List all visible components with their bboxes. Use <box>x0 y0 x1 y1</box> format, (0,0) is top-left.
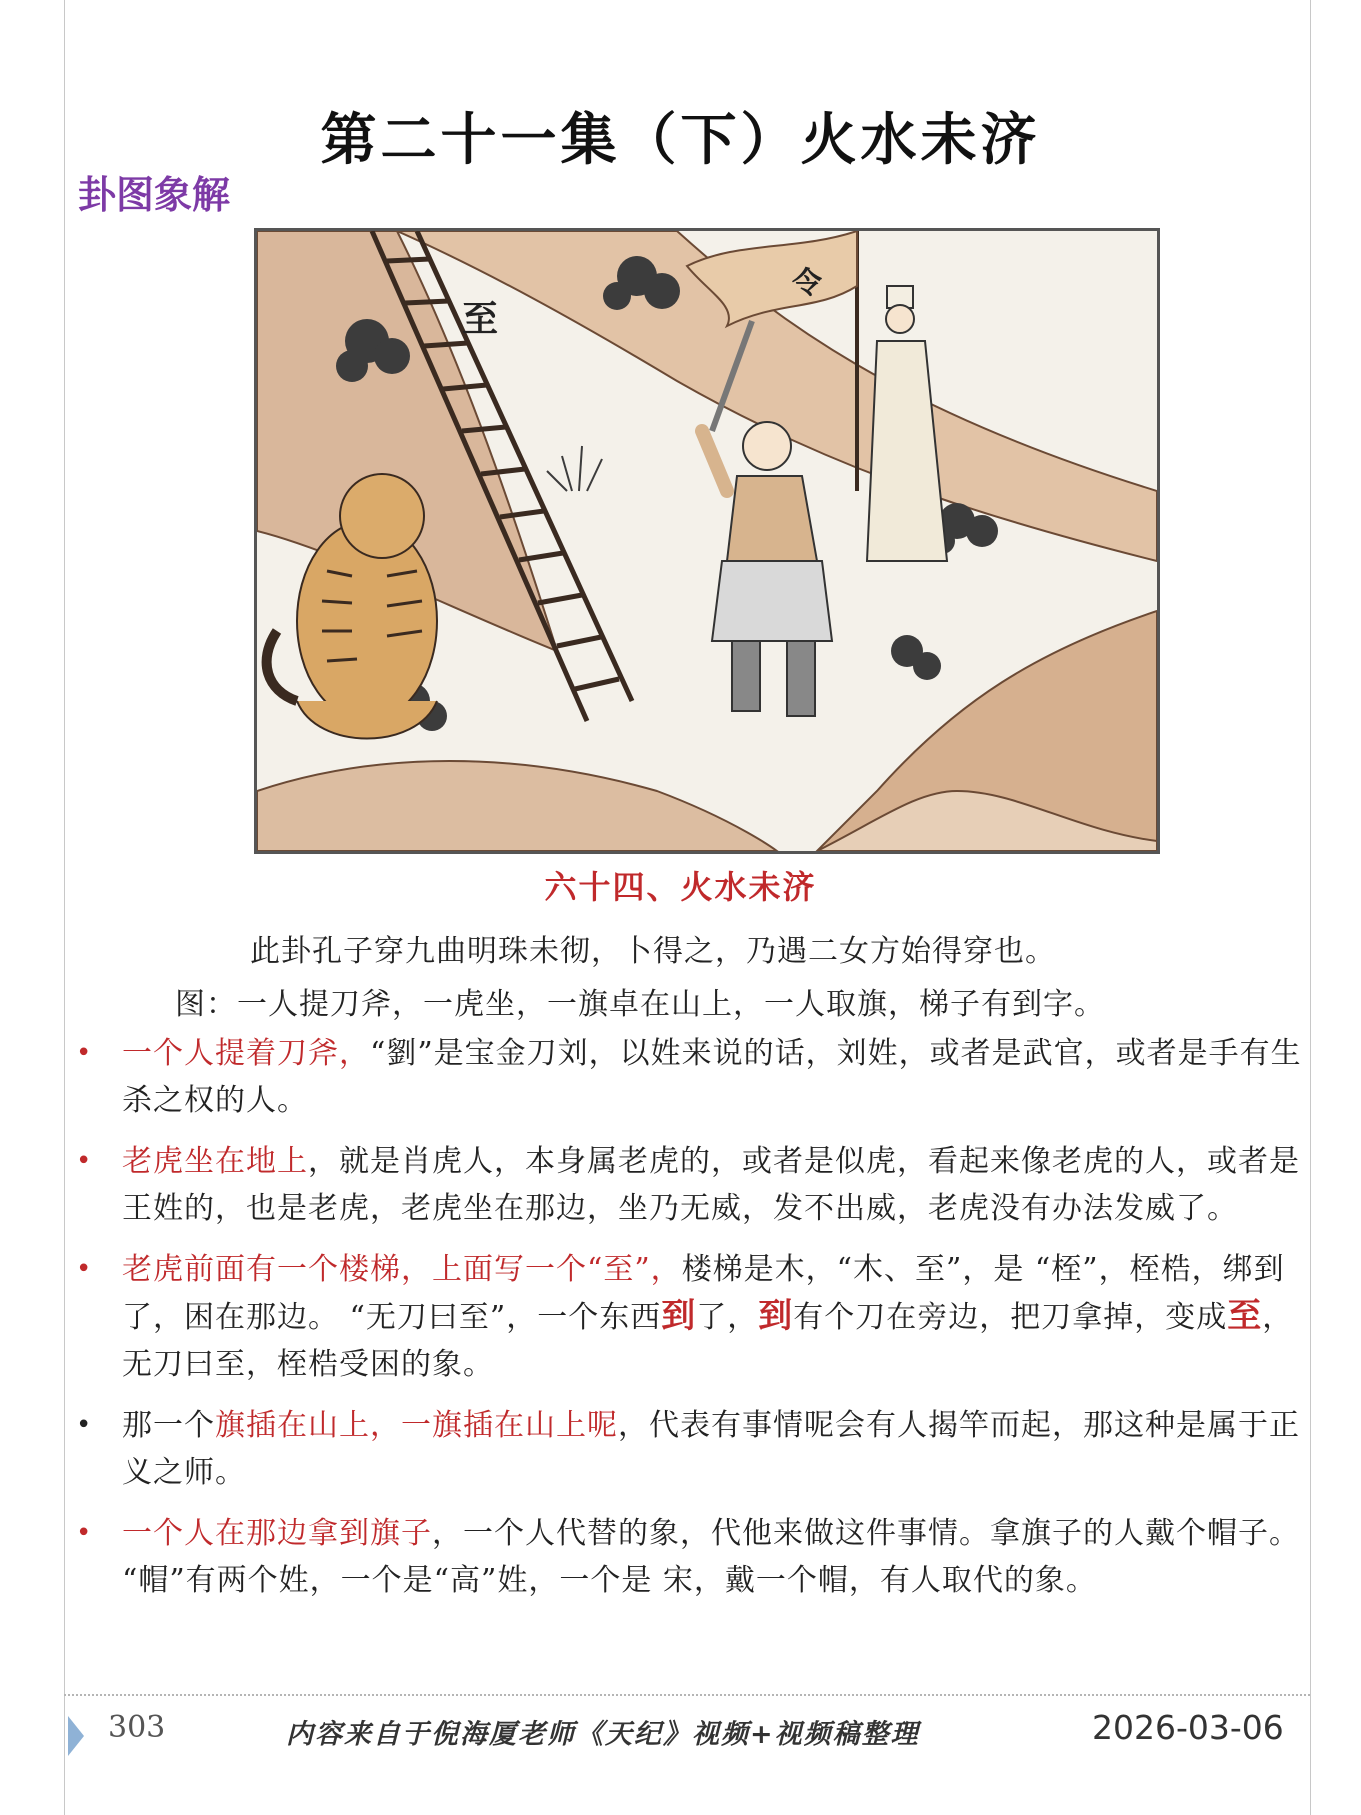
image-description: 图：一人提刀斧，一虎坐，一旗卓在山上，一人取旗，梯子有到字。 <box>175 987 1105 1022</box>
list-item <box>72 1246 1312 1388</box>
page-title: 第二十一集（下）火水未济 <box>320 108 1041 173</box>
bullet-marker: • <box>76 1518 93 1548</box>
item-text: ，一个人代替的象，代他来做这件事情。拿旗子的人戴个帽子。 “帽”有两个姓，一个是“高”姓，一个是 宋，戴一个帽，有人取代的象。 <box>122 1516 1300 1598</box>
item-text: ，无刀曰至，桎梏受困的象。 <box>122 1300 1294 1382</box>
footer-date: 2026-03-06 <box>1092 1708 1284 1747</box>
item-text: 有个刀在旁边，把刀拿掉，变成 <box>793 1300 1228 1335</box>
item-lead: 一个人提着刀斧， <box>122 1036 370 1071</box>
list-item <box>72 1402 1312 1496</box>
interpretation-list <box>72 1030 1312 1618</box>
emphasis-char: 到 <box>661 1296 697 1336</box>
page-number: 303 <box>108 1710 166 1745</box>
bullet-marker: • <box>76 1146 93 1176</box>
section-label: 卦图象解 <box>78 173 231 217</box>
item-lead: 一个人在那边拿到旗子 <box>122 1516 432 1551</box>
bullet-marker: • <box>76 1038 93 1068</box>
item-text: 楼梯是木，“木、至”，是 “桎”，桎梏，绑到了，困在那边。 “无刀曰至”，一个东西 <box>122 1252 1285 1335</box>
intro-paragraph: 此卦孔子穿九曲明珠未彻，卜得之，乃遇二女方始得穿也。 <box>250 934 1056 969</box>
item-lead: 老虎前面有一个楼梯，上面写一个“至”， <box>122 1252 682 1287</box>
item-text: 那一个 <box>122 1408 215 1443</box>
list-item <box>72 1510 1312 1604</box>
figure-caption: 六十四、火水未济 <box>544 868 817 906</box>
grass-icon <box>547 446 602 491</box>
footer-divider <box>64 1694 1310 1696</box>
bullet-marker: • <box>76 1410 93 1440</box>
footer-source: 内容来自于倪海厦老师《天纪》视频+视频稿整理 <box>286 1719 920 1750</box>
ground-bottom <box>257 761 777 851</box>
page-corner-arrow-icon <box>66 1714 86 1758</box>
item-text: “劉”是宝金刀刘，以姓来说的话，刘姓，或者是武官，或者是手有生杀之权的人。 <box>122 1036 1302 1118</box>
flag-character: 令 <box>792 266 822 301</box>
ladder-character: 至 <box>462 299 499 340</box>
item-lead: 旗插在山上，一旗插在山上呢 <box>215 1408 618 1443</box>
item-text: ，代表有事情呢会有人揭竿而起，那这种是属于正义之师。 <box>122 1408 1300 1490</box>
bullet-marker: • <box>76 1254 93 1284</box>
item-text: 了， <box>696 1300 759 1335</box>
emphasis-char: 至 <box>1227 1296 1263 1336</box>
item-text: ，就是肖虎人，本身属老虎的，或者是似虎，看起来像老虎的人，或者是王姓的，也是老虎，老虎坐在那边，坐乃无威，发不出威，老虎没有办法发威了。 <box>122 1144 1300 1226</box>
hexagram-illustration <box>254 228 1160 854</box>
item-lead: 老虎坐在地上 <box>122 1144 308 1179</box>
list-item <box>72 1138 1312 1232</box>
list-item <box>72 1030 1312 1124</box>
emphasis-char: 到 <box>758 1296 794 1336</box>
